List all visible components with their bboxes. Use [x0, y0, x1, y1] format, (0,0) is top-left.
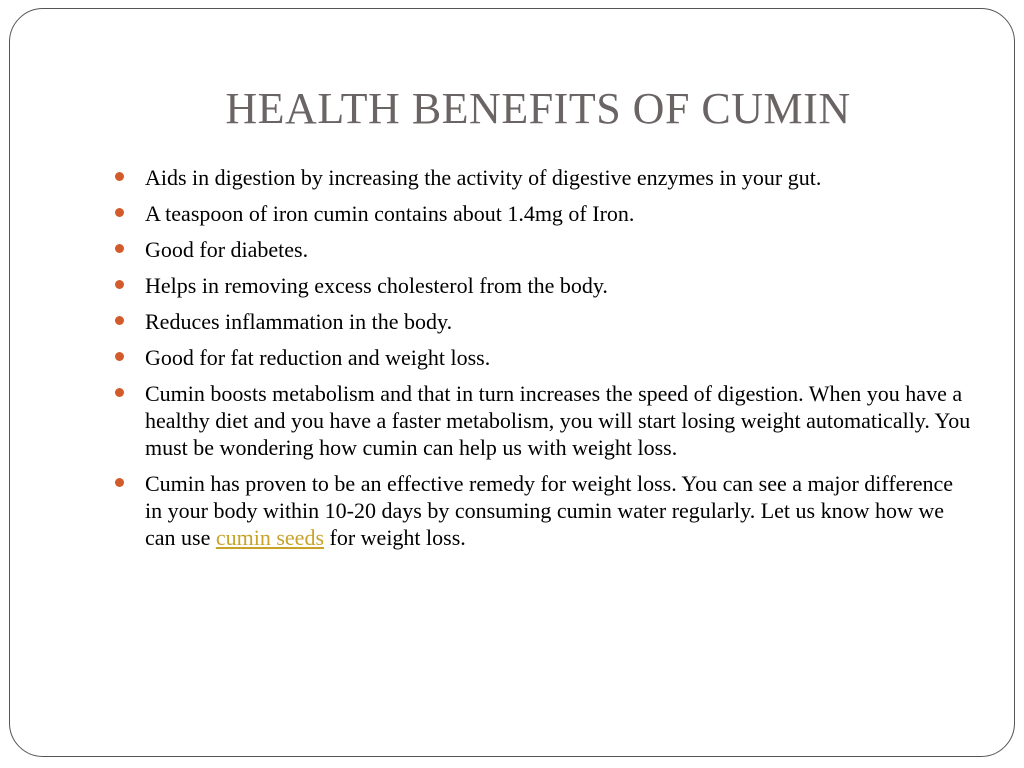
bullet-item-with-link: [145, 470, 975, 551]
bullet-text: Helps in removing excess cholesterol from the body.: [145, 273, 608, 298]
bullet-item: [145, 164, 975, 191]
bullet-dot-icon: [115, 316, 124, 325]
slide-title: HEALTH BENEFITS OF CUMIN: [225, 84, 851, 133]
bullet-dot-icon: [115, 172, 124, 181]
bullet-item: [145, 272, 975, 299]
bullet-text: Cumin boosts metabolism and that in turn increases the speed of digestion. When you have a healthy diet and you have a faster metabolism, you will start losing weight automatically. You must be wondering how cumin can help us with weight loss.: [145, 381, 971, 460]
bullet-item: [145, 200, 975, 227]
bullet-item: [145, 236, 975, 263]
bullet-text: Reduces inflammation in the body.: [145, 309, 453, 334]
cumin-seeds-link[interactable]: cumin seeds: [215, 525, 325, 550]
bullet-text-before-link: Cumin has proven to be an effective remedy for weight loss. You can see a major difference in your body within 10-20 days by consuming cumin water regularly. Let us know how we can use: [145, 471, 954, 550]
bullet-item: [145, 344, 975, 371]
bullet-list: [145, 164, 975, 560]
bullet-text: A teaspoon of iron cumin contains about 1.4mg of Iron.: [145, 201, 635, 226]
bullet-text: Aids in digestion by increasing the activity of digestive enzymes in your gut.: [145, 165, 822, 190]
bullet-text: Good for diabetes.: [145, 237, 309, 262]
bullet-dot-icon: [115, 244, 124, 253]
bullet-item: [145, 308, 975, 335]
bullet-dot-icon: [115, 352, 124, 361]
bullet-item: [145, 380, 975, 461]
bullet-dot-icon: [115, 280, 124, 289]
bullet-dot-icon: [115, 388, 124, 397]
bullet-text: Good for fat reduction and weight loss.: [145, 345, 491, 370]
bullet-dot-icon: [115, 478, 124, 487]
bullet-dot-icon: [115, 208, 124, 217]
bullet-text-after-link: for weight loss.: [324, 525, 466, 550]
